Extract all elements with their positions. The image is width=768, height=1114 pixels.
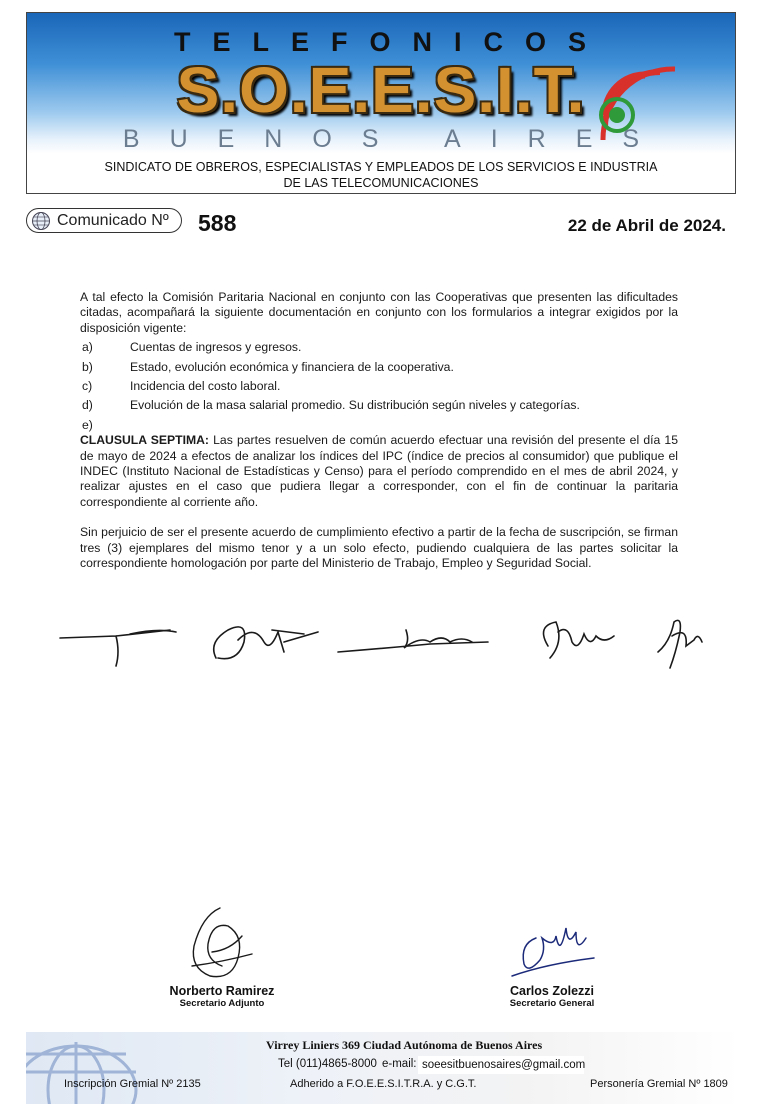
signature-4 xyxy=(544,622,615,658)
signature-carlos-zolezzi xyxy=(506,918,598,982)
signer-block xyxy=(148,984,296,1009)
comunicado-label: Comunicado Nº xyxy=(57,211,169,229)
closing-paragraph: Sin perjuicio de ser el presente acuerdo de cumplimiento efectivo a partir de la fecha de suscripción, se firman tres (3) ejemplares del mismo tenor y a un solo efecto, pudiendo cualquiera de las partes solicitar la correspondiente homologación por parte del Ministerio de Trabajo, Empleo y Seguridad Social. xyxy=(80,525,678,571)
signature-2 xyxy=(214,627,318,659)
header-subtitle xyxy=(27,159,735,191)
document-body xyxy=(80,290,678,572)
globe-icon xyxy=(31,211,51,231)
signer-role: Secretario General xyxy=(509,998,595,1009)
header-city: BUENOS AIRES xyxy=(122,125,670,153)
footer-phone: Tel (011)4865-8000 xyxy=(278,1058,377,1070)
list-item: c) Incidencia del costo laboral. xyxy=(82,379,281,394)
signature-1 xyxy=(60,630,176,666)
signer-block xyxy=(482,984,622,1009)
list-item: e) xyxy=(82,417,93,432)
signer-name: Norberto Ramirez xyxy=(169,984,275,998)
intro-paragraph: A tal efecto la Comisión Paritaria Nacional en conjunto con las Cooperativas que presenten las dificultades citadas, acompañará la siguiente documentación en conjunto con los formularios a integrar exigidos por la disposición vigente: xyxy=(80,290,678,335)
list-item: b) Estado, evolución económica y financiera de la cooperativa. xyxy=(82,359,454,374)
footer-adherido: Adherido a F.O.E.E.S.I.T.R.A. y C.G.T. xyxy=(290,1078,477,1090)
footer-inscripcion: Inscripción Gremial Nº 2135 xyxy=(64,1078,201,1090)
footer-personeria: Personería Gremial Nº 1809 xyxy=(590,1078,728,1090)
clause-title: CLAUSULA SEPTIMA: xyxy=(80,433,209,448)
footer-email[interactable]: soeesitbuenosaires@gmail.com xyxy=(418,1056,584,1074)
footer-email-label: e-mail: xyxy=(382,1058,417,1070)
letterhead xyxy=(26,12,736,194)
subtitle-line-1: SINDICATO DE OBREROS, ESPECIALISTAS Y EMPLEADOS DE LOS SERVICIOS E INDUSTRIA xyxy=(104,160,658,174)
signature-3 xyxy=(338,630,488,652)
signature-5 xyxy=(658,620,702,668)
signer-name: Carlos Zolezzi xyxy=(509,984,595,998)
comunicado-badge xyxy=(26,208,182,233)
signature-row xyxy=(58,612,718,682)
comunicado-number: 588 xyxy=(198,210,237,236)
list-item: a) Cuentas de ingresos y egresos. xyxy=(82,340,302,355)
signer-role: Secretario Adjunto xyxy=(179,998,265,1009)
org-acronym-logo: S.O.E.E.S.I.T. xyxy=(176,54,586,126)
subtitle-line-2: DE LAS TELECOMUNICACIONES xyxy=(283,176,479,190)
clause-text: Las partes resuelven de común acuerdo efectuar una revisión del presente el día 15 de mayo de 2024 a efectos de analizar los índices del IPC (índice de precios al consumidor) que publique el INDEC (Instituto Nacional de Estadísticas y Censo) para el período comprendido en el mes de abril 2024, y realizar ajustes en el caso que pudiera llegar a corresponder, con el fin de continuar la paritaria correspondiente al corriente año. xyxy=(80,433,678,509)
signature-norberto-ramirez xyxy=(182,906,262,988)
list-item: d) Evolución de la masa salarial promedio. Su distribución según niveles y categorías. xyxy=(82,398,580,413)
globe-watermark-icon xyxy=(26,1032,146,1104)
footer xyxy=(26,1032,740,1104)
header-top-word: TELEFONICOS xyxy=(173,27,608,57)
footer-address: Virrey Liniers 369 Ciudad Autónoma de Buenos Aires xyxy=(266,1038,543,1052)
document-date: 22 de Abril de 2024. xyxy=(567,216,726,235)
clause-paragraph xyxy=(80,433,678,510)
